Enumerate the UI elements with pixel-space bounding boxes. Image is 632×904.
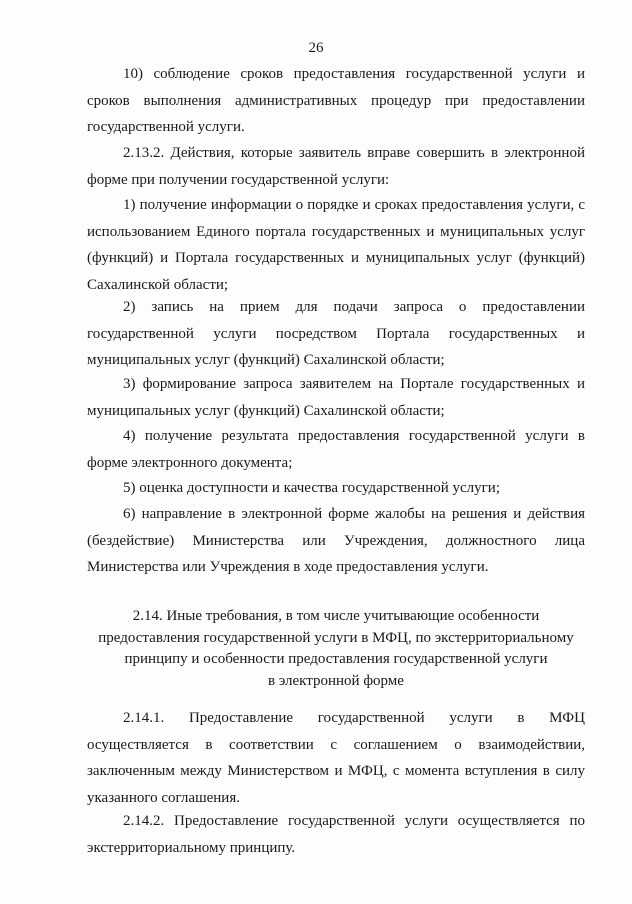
paragraph-item-5: 5) оценка доступности и качества государственной услуги; — [123, 480, 500, 496]
section-heading-line: в электронной форме — [268, 672, 404, 689]
paragraph-2-13-2: 2.13.2. Действия, которые заявитель вправе совершить в электронной форме при получении государственной услуги: — [87, 145, 585, 188]
paragraph-item-4: 4) получение результата предоставления государственной услуги в форме электронного документа; — [87, 428, 585, 471]
paragraph-item-10: 10) соблюдение сроков предоставления государственной услуги и сроков выполнения административных процедур при предоставлении государственной услуги. — [87, 66, 585, 135]
page-number: 26 — [308, 40, 324, 56]
paragraph-2-14-2: 2.14.2. Предоставление государственной услуги осуществляется по экстерриториальному принципу. — [87, 813, 585, 856]
paragraph-item-3: 3) формирование запроса заявителем на Портале государственных и муниципальных услуг (функций) Сахалинской области; — [87, 376, 585, 419]
section-heading-line: предоставления государственной услуги в МФЦ, по экстерриториальному — [98, 629, 574, 646]
paragraph-2-14-1: 2.14.1. Предоставление государственной услуги в МФЦ осуществляется в соответствии с соглашением о взаимодействии, заключенным между Министерством и МФЦ, с момента вступления в силу указанного соглашения. — [87, 710, 585, 806]
paragraph-item-1: 1) получение информации о порядке и сроках предоставления услуги, с использованием Единого портала государственных и муниципальных услуг (функций) и Портала государственных и муниципальных услуг (функций) Сахалинской области; — [87, 197, 585, 293]
paragraph-item-2: 2) запись на прием для подачи запроса о предоставлении государственной услуги посредством Портала государственных и муниципальных услуг (функций) Сахалинской области; — [87, 299, 585, 368]
section-heading-line: 2.14. Иные требования, в том числе учитывающие особенности — [132, 608, 540, 624]
section-heading-2-14 — [87, 606, 585, 692]
paragraph-item-6: 6) направление в электронной форме жалобы на решения и действия (бездействие) Министерства или Учреждения, должностного лица Министерства или Учреждения в ходе предоставления услуги. — [87, 506, 585, 575]
section-heading-line: принципу и особенности предоставления государственной услуги — [124, 651, 548, 667]
